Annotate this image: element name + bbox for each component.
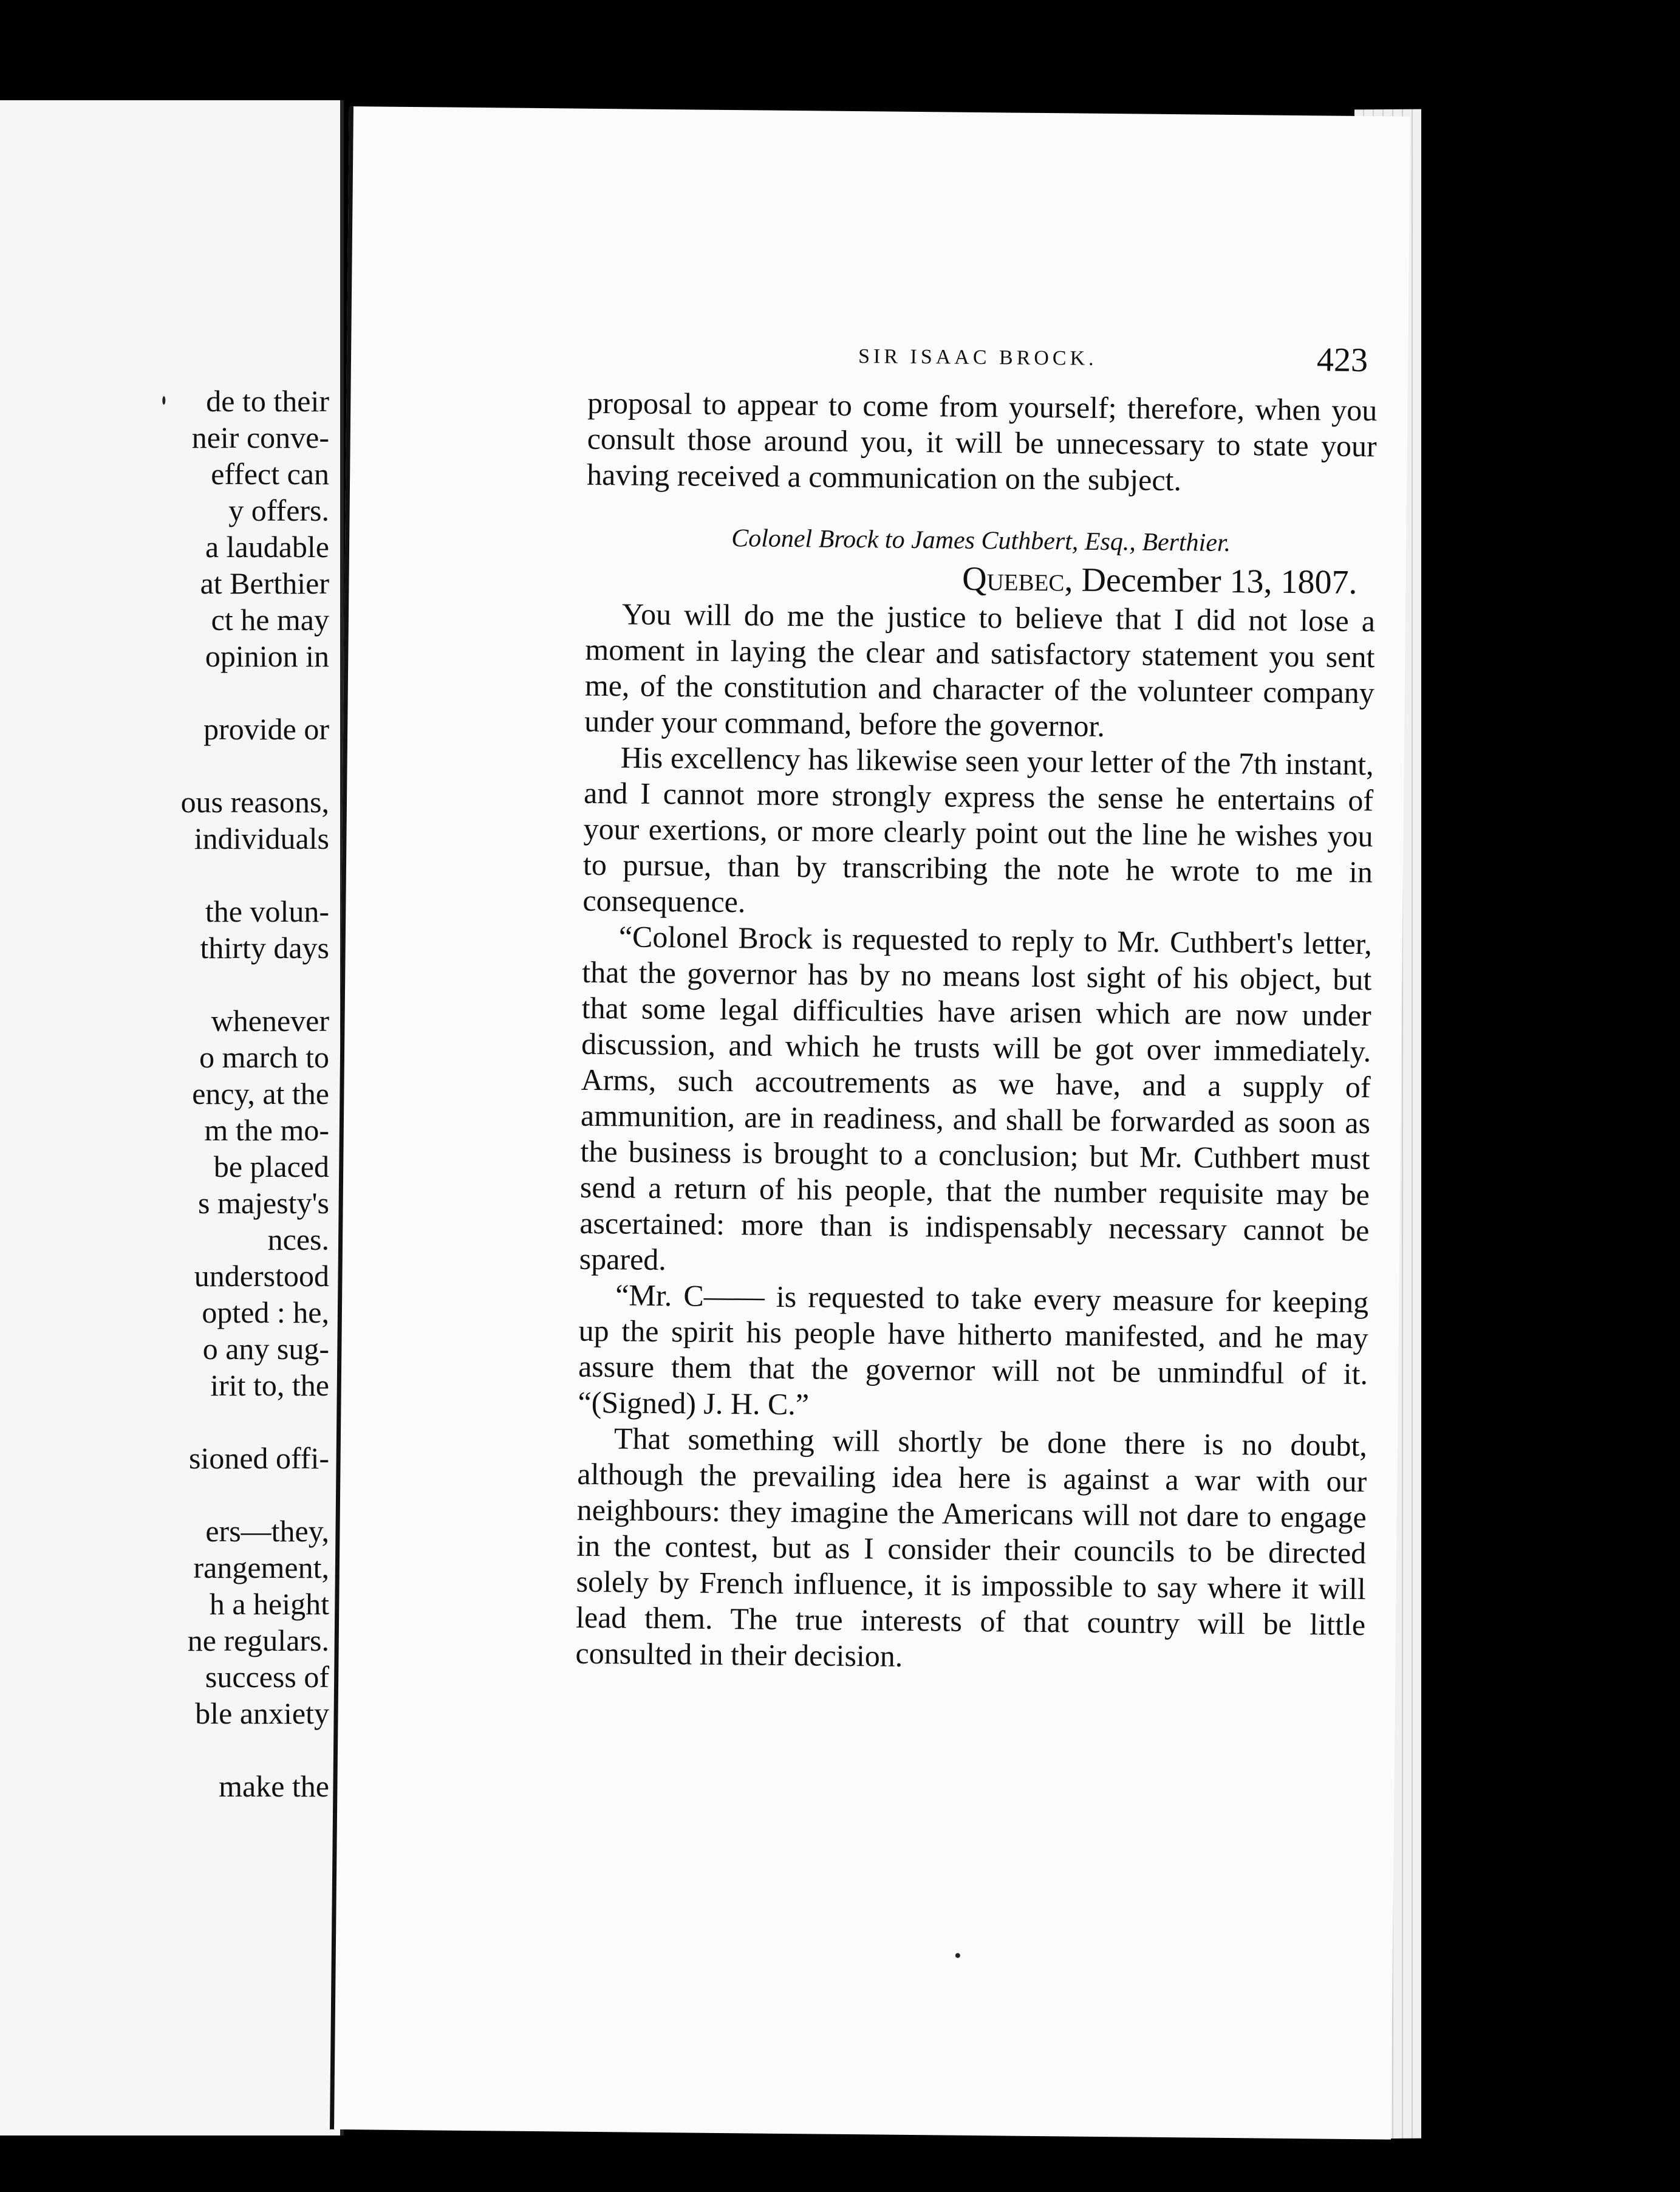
paragraph: “Colonel Brock is requested to reply to Mr. Cuthbert's letter, that the governor has by no means lost sight of his object, but that some legal difficulties have arisen which are now under discussion, and which he trusts will be got over immediately. Arms, such accoutrements as we have, and a supply of ammunition, are in readiness, and shall be forwarded as soon as the business is brought to a conclusion; but Mr. Cuthbert must send a return of his people, that the number requisite may be ascertained: more than is indispensably necessary cannot be spared. [579, 919, 1373, 1277]
left-page-line: opted : he, [202, 1295, 329, 1329]
paragraph [578, 1277, 1368, 1428]
left-page-line: ne regulars. [187, 1623, 329, 1657]
left-page-line: thirty days [200, 931, 329, 965]
left-page-line: understood [194, 1259, 329, 1293]
left-facing-page [0, 100, 344, 2135]
signature: “(Signed) J. H. C.” [578, 1385, 810, 1422]
left-page-line: rangement, [193, 1550, 329, 1584]
left-page-line: irit to, the [210, 1368, 329, 1402]
left-page-line: a laudable [205, 530, 329, 564]
left-page-line: be placed [213, 1149, 329, 1183]
left-page-line: effect can [211, 457, 329, 491]
left-page-line: success of [205, 1660, 329, 1694]
left-page-line: provide or [203, 712, 329, 746]
left-page-line: at Berthier [200, 566, 329, 600]
dateline [586, 558, 1357, 601]
left-page-line: neir conve- [191, 420, 329, 454]
left-page-line: make the [219, 1769, 329, 1803]
paragraph: proposal to appear to come from yourself; therefore, when you consult those around you, it will be unnecessary to state your having received a communication on the subject. [586, 385, 1378, 498]
left-page-line: the volun- [205, 894, 329, 928]
print-speck [955, 1953, 960, 1958]
page-number: 423 [1316, 341, 1368, 380]
dateline-place: Quebec [961, 560, 1065, 599]
running-head: SIR ISAAC BROCK. [858, 345, 1098, 370]
left-page-line: ct he may [211, 603, 329, 637]
left-page-line: ous reasons, [180, 785, 329, 819]
dateline-date: , December 13, 1807. [1064, 561, 1357, 601]
left-page-line: de to their [206, 384, 329, 418]
paragraph: You will do me the justice to believe that I did not lose a moment in laying the clear and satisfactory statement you sent me, of the constitution and character of the volunteer company under your command, before the governor. [584, 597, 1376, 743]
left-page-line: ble anxiety [195, 1696, 329, 1730]
left-page-line: ency, at the [192, 1077, 329, 1111]
left-page-line: individuals [194, 821, 329, 855]
left-page-line: opinion in [205, 639, 329, 673]
left-page-line: y offers. [228, 493, 329, 527]
book-page [330, 106, 1410, 2140]
paragraph-text: “Mr. C—— is requested to take every measure for keeping up the spirit his people have hitherto manifested, and he may assure them that the governor will not be unmindful of it. [578, 1278, 1369, 1391]
left-page-line: m the mo- [204, 1113, 329, 1147]
left-page-line: whenever [211, 1004, 329, 1038]
left-page-line: s majesty's [198, 1186, 329, 1220]
paragraph: His excellency has likewise seen your letter of the 7th instant, and I cannot more strongly express the sense he entertains of your exertions, or more clearly point out the line he wishes you to pursue, than by transcribing the note he wrote to me in consequence. [582, 740, 1374, 919]
left-page-line: o any sug- [202, 1332, 329, 1366]
left-page-line: h a height [209, 1587, 329, 1621]
body-text [575, 385, 1377, 1679]
left-page-line: ers—they, [205, 1514, 329, 1548]
paragraph: That something will shortly be done there is no doubt, although the prevailing idea here is against a war with our neighbours: they imagine the Americans will not dare to engage in the contest, but as I consider their councils to be directed solely by French influence, it is impossible to say where it will lead them. The true interests of that country will be little consulted in their decision. [575, 1421, 1368, 1673]
left-page-line: sioned offi- [189, 1441, 329, 1475]
left-page-line: nces. [267, 1222, 329, 1256]
letter-heading: Colonel Brock to James Cuthbert, Esq., Berthier. [731, 524, 1231, 557]
left-page-line: o march to [199, 1040, 329, 1074]
